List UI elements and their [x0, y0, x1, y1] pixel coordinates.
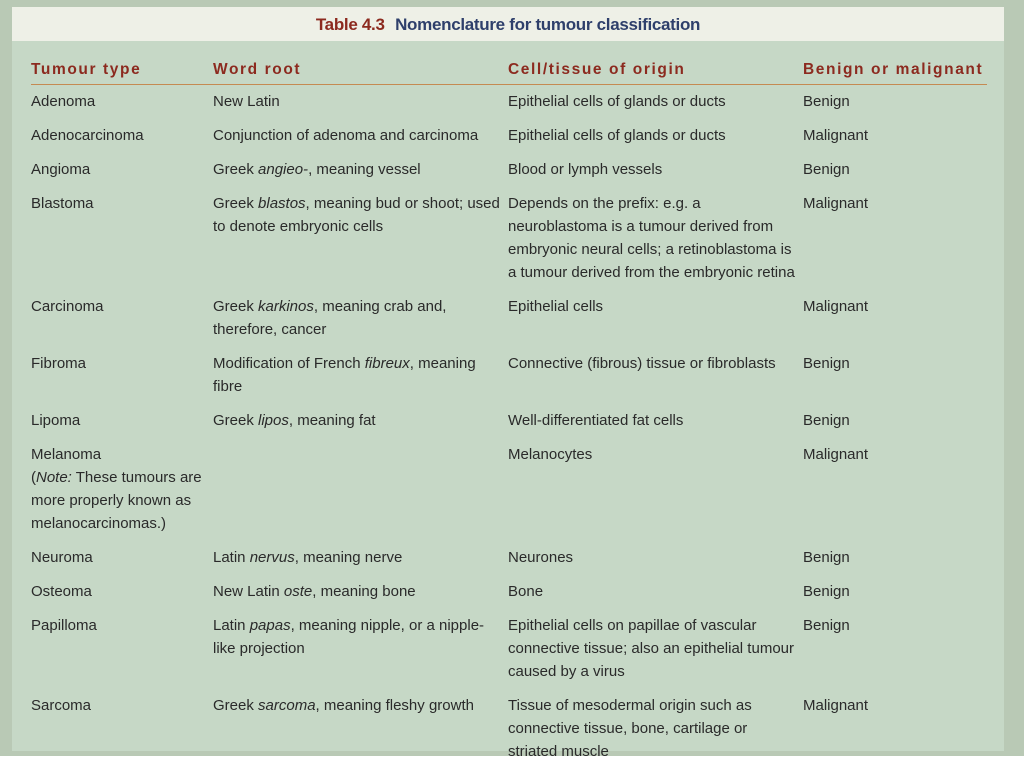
word-root-cell: [213, 541, 508, 575]
status-cell: Benign: [803, 617, 850, 634]
table-caption: [12, 7, 1004, 41]
word-root-cell: [213, 187, 508, 290]
root-term: karkinos: [258, 298, 314, 315]
origin-cell: Well-differentiated fat cells: [508, 412, 684, 429]
note-open: (: [31, 469, 36, 486]
origin-cell: Epithelial cells of glands or ducts: [508, 93, 726, 110]
status-cell: Benign: [803, 161, 850, 178]
tumour-type-cell: Fibroma: [31, 355, 87, 372]
caption-title: Nomenclature for tumour classification: [395, 15, 701, 34]
table-row: [31, 290, 987, 347]
table-panel: [12, 7, 1004, 760]
origin-cell: Connective (fibrous) tissue or fibroblasts: [508, 355, 776, 372]
table-row: [31, 153, 987, 187]
table-row: [31, 609, 987, 689]
root-term: blastos: [258, 195, 306, 212]
origin-cell: Depends on the prefix: e.g. a neuroblastoma is a tumour derived from embryonic neural cells; a retinoblastoma is a tumour derived from the embryonic retina: [508, 195, 795, 281]
root-term: angieo-: [258, 161, 309, 178]
table-row: [31, 541, 987, 575]
status-cell: Malignant: [803, 697, 869, 714]
status-cell: Benign: [803, 412, 850, 429]
tumour-type-cell: Adenoma: [31, 93, 96, 110]
tumour-type-cell: Adenocarcinoma: [31, 127, 144, 144]
table-row: [31, 438, 987, 541]
nomenclature-table: [31, 51, 987, 769]
origin-cell: Melanocytes: [508, 446, 593, 463]
root-suffix: , meaning bone: [312, 583, 416, 600]
root-suffix: , meaning bud or shoot; used to denote embryonic cells: [213, 195, 500, 235]
word-root-cell: [213, 609, 508, 689]
table-row: [31, 689, 987, 769]
root-prefix: Greek: [213, 412, 259, 429]
root-prefix: Latin: [213, 549, 250, 566]
tumour-name: Melanoma: [31, 446, 102, 463]
root-term: papas: [249, 617, 291, 634]
word-root-cell: [213, 404, 508, 438]
root-prefix: Greek: [213, 298, 259, 315]
tumour-type-cell: Carcinoma: [31, 298, 104, 315]
root-prefix: Greek: [213, 195, 259, 212]
table-row: [31, 347, 987, 404]
root-term: nervus: [249, 549, 295, 566]
root-suffix: , meaning fibre: [213, 355, 476, 395]
status-cell: Benign: [803, 93, 850, 110]
word-root-cell: [213, 575, 508, 609]
word-root-cell: [213, 153, 508, 187]
tumour-type-cell: Sarcoma: [31, 697, 92, 714]
note-text: These tumours are more properly known as melanocarcinomas.): [31, 469, 202, 532]
origin-cell: Epithelial cells of glands or ducts: [508, 127, 726, 144]
header-word-root: Word root: [213, 51, 508, 85]
root-suffix: , meaning nipple, or a nipple-like projection: [213, 617, 485, 657]
root-prefix: Greek: [213, 161, 259, 178]
word-root-cell: New Latin: [213, 93, 280, 110]
origin-cell: Epithelial cells: [508, 298, 604, 315]
tumour-type-cell: Lipoma: [31, 412, 81, 429]
word-root-cell: [213, 290, 508, 347]
status-cell: Benign: [803, 583, 850, 600]
root-prefix: Modification of French: [213, 355, 365, 372]
table-row: [31, 119, 987, 153]
table-row: [31, 187, 987, 290]
tumour-type-cell: [31, 438, 213, 541]
word-root-cell: [213, 438, 508, 541]
header-cell-origin: Cell/tissue of origin: [508, 51, 803, 85]
root-term: oste: [283, 583, 313, 600]
origin-cell: Bone: [508, 583, 544, 600]
header-tumour-type: Tumour type: [31, 51, 213, 85]
word-root-cell: [213, 689, 508, 769]
root-suffix: , meaning vessel: [308, 161, 421, 178]
word-root-cell: Conjunction of adenoma and carcinoma: [213, 127, 479, 144]
root-suffix: , meaning nerve: [294, 549, 403, 566]
root-term: sarcoma: [258, 697, 316, 714]
root-prefix: New Latin: [213, 583, 284, 600]
tumour-type-cell: Blastoma: [31, 195, 94, 212]
root-suffix: , meaning fat: [288, 412, 376, 429]
status-cell: Benign: [803, 549, 850, 566]
tumour-type-cell: Osteoma: [31, 583, 92, 600]
origin-cell: Neurones: [508, 549, 574, 566]
tumour-type-cell: Papilloma: [31, 617, 97, 634]
status-cell: Malignant: [803, 195, 869, 212]
tumour-type-cell: Angioma: [31, 161, 91, 178]
status-cell: Benign: [803, 355, 850, 372]
origin-cell: Epithelial cells on papillae of vascular connective tissue; also an epithelial tumour caused by a virus: [508, 617, 794, 680]
caption-number: Table 4.3: [315, 15, 385, 34]
origin-cell: Blood or lymph vessels: [508, 161, 663, 178]
note-label: Note:: [36, 469, 72, 486]
root-suffix: , meaning crab and, therefore, cancer: [213, 298, 447, 338]
header-benign-malignant: Benign or malignant: [803, 51, 987, 85]
status-cell: Malignant: [803, 127, 869, 144]
root-prefix: Greek: [213, 697, 259, 714]
table-row: [31, 404, 987, 438]
status-cell: Malignant: [803, 446, 869, 463]
root-suffix: , meaning fleshy growth: [315, 697, 474, 714]
word-root-cell: [213, 347, 508, 404]
status-cell: Malignant: [803, 298, 869, 315]
root-term: fibreux: [364, 355, 410, 372]
root-term: lipos: [258, 412, 289, 429]
root-prefix: Latin: [213, 617, 250, 634]
origin-cell: Tissue of mesodermal origin such as connective tissue, bone, cartilage or striated muscle: [508, 697, 752, 760]
table-row: [31, 85, 987, 120]
header-row: [31, 51, 987, 85]
tumour-type-cell: Neuroma: [31, 549, 93, 566]
table-row: [31, 575, 987, 609]
